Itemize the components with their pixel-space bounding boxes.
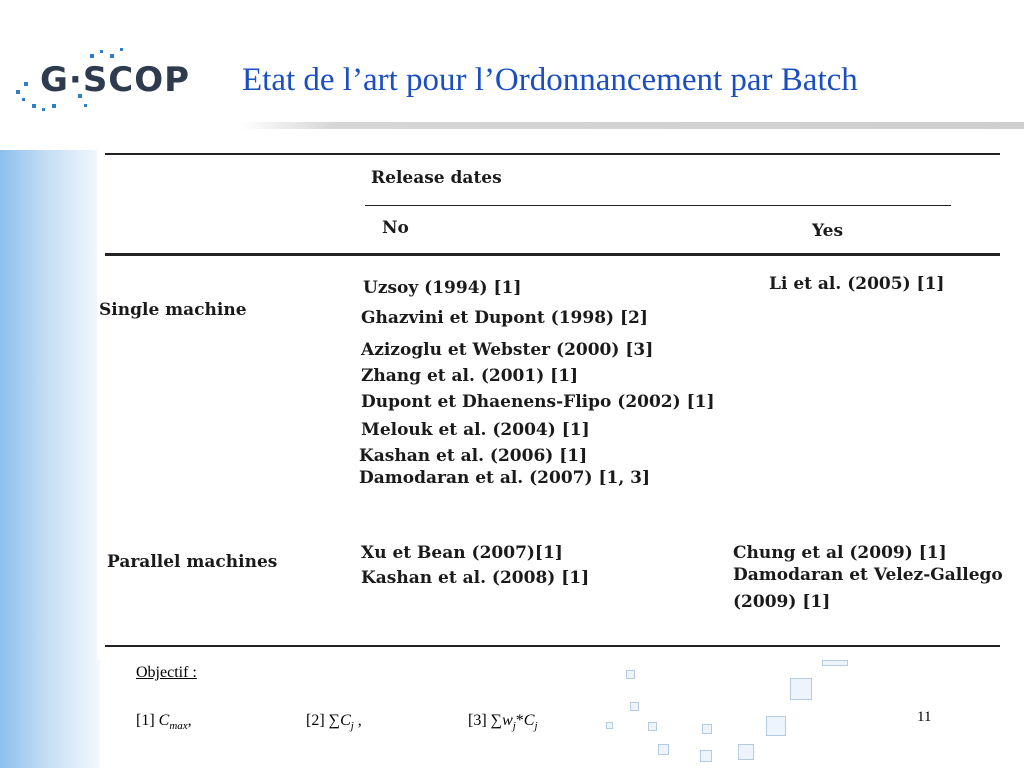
slide-title: Etat de l’art pour l’Ordonnancement par Batch [242,62,858,98]
objective-formula-1 [136,712,192,733]
logo-dot [120,48,123,51]
formula-variable: C [340,712,351,729]
decorative-square [702,724,712,734]
page-number: 11 [917,709,932,725]
formula-subscript: j [534,720,538,733]
gscop-logo [14,46,194,116]
reference-entry: Kashan et al. (2006) [1] [359,446,588,466]
logo-dot [42,108,45,111]
objective-formula-3 [468,712,538,733]
formula-subscript: max [169,720,188,733]
decorative-square [700,750,712,762]
formula-punct: , [353,712,362,729]
reference-entry: Ghazvini et Dupont (1998) [2] [361,308,648,328]
logo-text: G·SCOP [40,60,191,100]
reference-entry: Dupont et Dhaenens-Flipo (2002) [1] [361,392,715,412]
formula-operator: * [515,712,524,729]
column-header-no: No [382,218,409,238]
reference-entry: Uzsoy (1994) [1] [363,278,522,298]
formula-punct: , [187,712,192,729]
row-label-single-machine: Single machine [99,300,247,320]
objective-formula-2 [306,712,362,733]
formula-variable: C [158,712,170,729]
logo-dot [90,54,94,58]
literature-table [97,150,1015,660]
formula-ref: [1] [136,712,155,729]
logo-dot [110,54,114,58]
logo-dot [84,104,87,107]
decorative-square [626,670,635,679]
title-underline [240,122,1024,129]
column-header-yes: Yes [812,221,844,241]
header-bottom-rule [105,253,1000,256]
reference-entry: (2009) [1] [733,592,831,612]
formula-subscript: j [512,720,516,733]
decorative-square [648,722,657,731]
row-label-parallel-machines: Parallel machines [107,552,278,572]
decorative-square [658,744,669,755]
table-top-rule [105,153,1000,155]
decorative-square [766,716,786,736]
formula-variable: C [523,712,535,729]
logo-dot [32,104,36,108]
formula-ref: [2] [306,712,325,729]
reference-entry: Kashan et al. (2008) [1] [361,568,590,588]
decorative-square [606,722,613,729]
logo-dot [24,82,28,86]
formula-subscript: j [350,720,354,733]
objectif-label: Objectif : [136,664,197,681]
reference-entry: Azizoglu et Webster (2000) [3] [361,340,654,360]
group-header-rule [365,205,951,206]
reference-entry: Li et al. (2005) [1] [769,274,945,294]
decorative-square [822,660,848,666]
reference-entry: Zhang et al. (2001) [1] [361,366,579,386]
logo-dot [16,90,20,94]
decorative-square [790,678,812,700]
formula-variable: w [502,712,513,729]
reference-entry: Damodaran et Velez-Gallego [733,565,1003,585]
decorative-square [738,744,754,760]
reference-entry: Xu et Bean (2007)[1] [361,543,563,563]
reference-entry: Damodaran et al. (2007) [1, 3] [359,468,651,488]
formula-ref: [3] [468,712,487,729]
sum-symbol: ∑ [490,712,503,729]
reference-entry: Melouk et al. (2004) [1] [361,420,590,440]
reference-entry: Chung et al (2009) [1] [733,543,947,563]
table-bottom-rule [105,645,1000,647]
logo-dot [100,50,103,53]
sum-symbol: ∑ [328,712,341,729]
decorative-square [630,702,639,711]
logo-dot [52,104,56,108]
group-header-release-dates: Release dates [371,168,502,188]
logo-dot [22,98,25,101]
left-gradient-band [0,150,100,768]
